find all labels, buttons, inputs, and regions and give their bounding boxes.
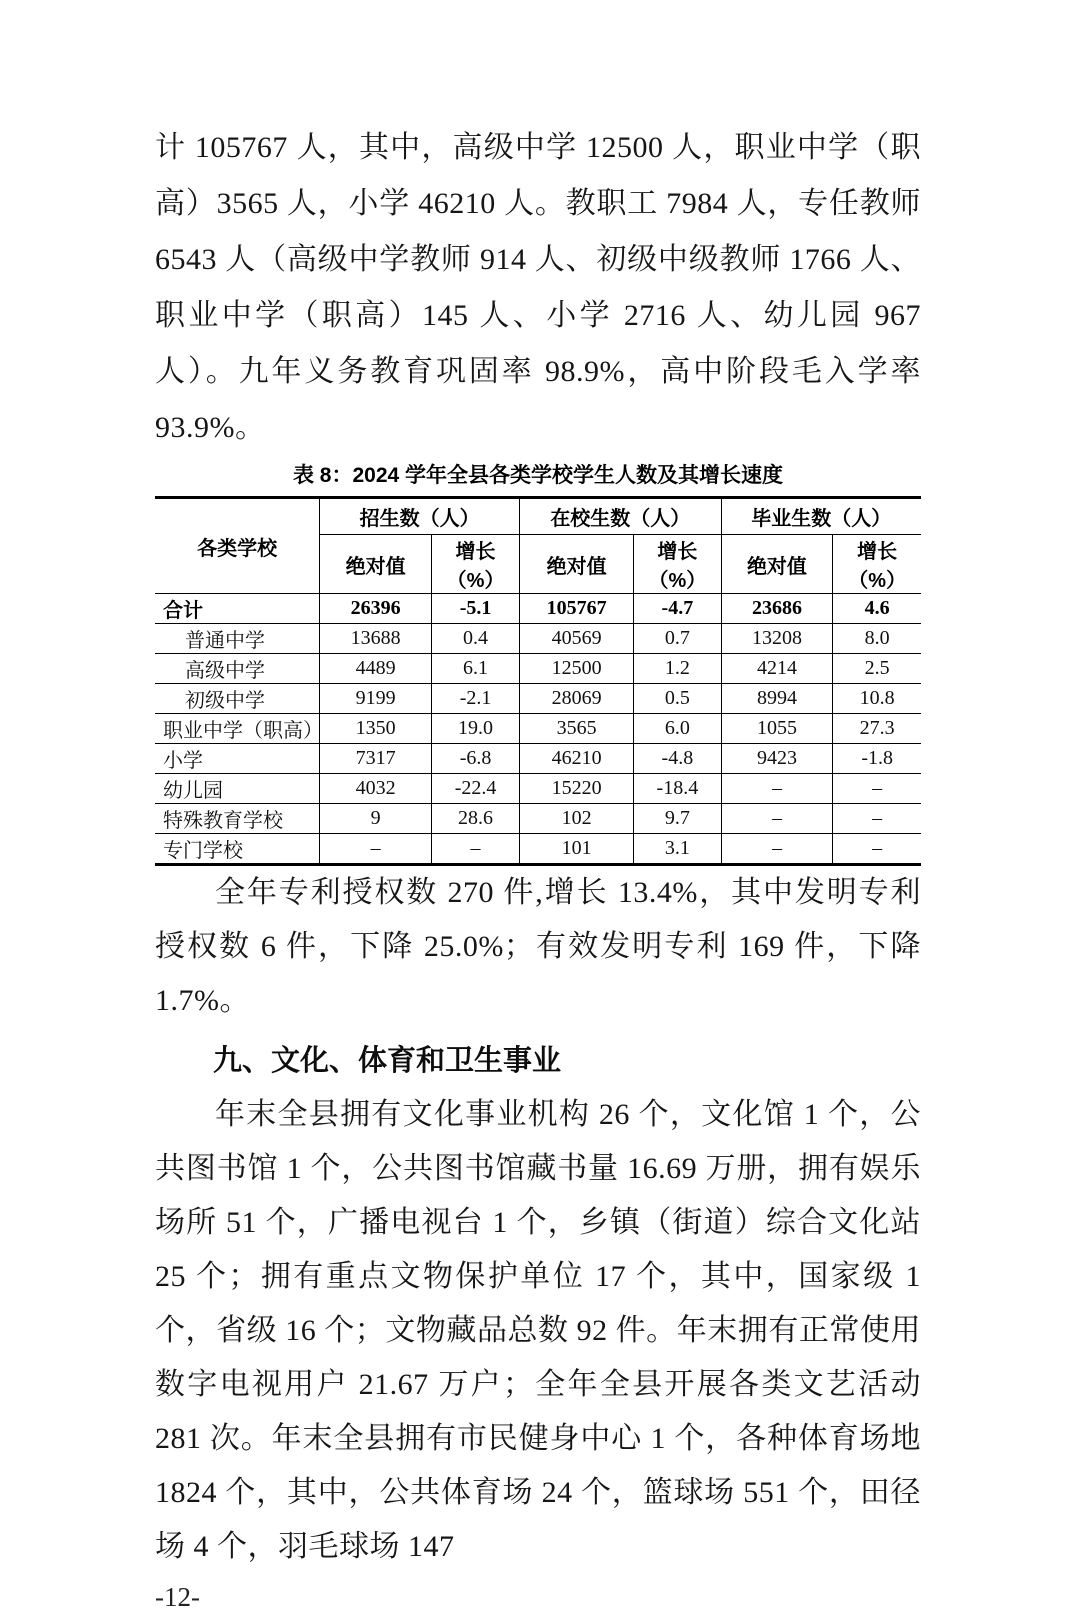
table-header xyxy=(155,498,921,594)
header-group-enrollment: 招生数（人） xyxy=(320,498,520,535)
row-label: 特殊教育学校 xyxy=(155,804,320,834)
cell-value: -6.8 xyxy=(432,744,520,774)
cell-value: 6.1 xyxy=(432,654,520,684)
table-row xyxy=(155,774,921,804)
cell-value: 10.8 xyxy=(833,684,921,714)
cell-value: 13688 xyxy=(320,624,432,654)
table-row xyxy=(155,684,921,714)
cell-value: 9 xyxy=(320,804,432,834)
cell-value: 4214 xyxy=(721,654,833,684)
page-content xyxy=(155,120,921,1613)
row-label: 职业中学（职高） xyxy=(155,714,320,744)
row-label: 高级中学 xyxy=(155,654,320,684)
cell-value: 28.6 xyxy=(432,804,520,834)
row-label: 小学 xyxy=(155,744,320,774)
cell-value: 3565 xyxy=(520,714,634,744)
cell-value: 9199 xyxy=(320,684,432,714)
cell-value: – xyxy=(721,804,833,834)
cell-value: -5.1 xyxy=(432,594,520,624)
header-school-type: 各类学校 xyxy=(155,498,320,594)
paragraph-education-stats: 计 105767 人，其中，高级中学 12500 人，职业中学（职高）3565 人，小学 46210 人。教职工 7984 人，专任教师 6543 人（高级中学教师 914 人、初级中级教师 1766 人、职业中学（职高）145 人、小学 2716 人、幼儿园 967 人）。九年义务教育巩固率 98.9%，高中阶段毛入学率 93.9%。 xyxy=(155,131,921,444)
school-statistics-table xyxy=(155,496,921,866)
cell-value: 7317 xyxy=(320,744,432,774)
page-number: -12- xyxy=(155,1582,200,1612)
row-label: 初级中学 xyxy=(155,684,320,714)
cell-value: 3.1 xyxy=(634,834,721,865)
cell-value: 102 xyxy=(520,804,634,834)
cell-value: – xyxy=(721,834,833,865)
header-growth-pct: 增长（%） xyxy=(833,535,921,594)
cell-value: – xyxy=(833,804,921,834)
header-growth-pct: 增长（%） xyxy=(634,535,721,594)
table-row xyxy=(155,654,921,684)
cell-value: 4489 xyxy=(320,654,432,684)
cell-value: – xyxy=(833,834,921,865)
table-caption: 表 8：2024 学年全县各类学校学生人数及其增长速度 xyxy=(292,464,784,487)
cell-value: 1350 xyxy=(320,714,432,744)
cell-value: 26396 xyxy=(320,594,432,624)
header-absolute-value: 绝对值 xyxy=(520,535,634,594)
header-group-students: 在校生数（人） xyxy=(520,498,721,535)
table-row xyxy=(155,744,921,774)
cell-value: 4.6 xyxy=(833,594,921,624)
header-absolute-value: 绝对值 xyxy=(721,535,833,594)
cell-value: -2.1 xyxy=(432,684,520,714)
cell-value: 1055 xyxy=(721,714,833,744)
row-label: 专门学校 xyxy=(155,834,320,865)
table-body xyxy=(155,594,921,865)
cell-value: 28069 xyxy=(520,684,634,714)
cell-value: 8.0 xyxy=(833,624,921,654)
cell-value: 15220 xyxy=(520,774,634,804)
cell-value: – xyxy=(833,774,921,804)
row-label: 合计 xyxy=(155,594,320,624)
cell-value: 101 xyxy=(520,834,634,865)
cell-value: – xyxy=(432,834,520,865)
paragraph-culture-sports: 年末全县拥有文化事业机构 26 个，文化馆 1 个，公共图书馆 1 个，公共图书馆藏书量 16.69 万册，拥有娱乐场所 51 个，广播电视台 1 个，乡镇（街道）综合文化站 25 个；拥有重点文物保护单位 17 个，其中，国家级 1 个，省级 16 个；文物藏品总数 92 件。年末拥有正常使用数字电视用户 21.67 万户；全年全县开展各类文艺活动 281 次。年末全县拥有市民健身中心 1 个，各种体育场地 1824 个，其中，公共体育场 24 个，篮球场 551 个，田径场 4 个，羽毛球场 147 xyxy=(155,1098,921,1563)
cell-value: 6.0 xyxy=(634,714,721,744)
table-row xyxy=(155,804,921,834)
cell-value: 0.7 xyxy=(634,624,721,654)
cell-value: -18.4 xyxy=(634,774,721,804)
row-label: 幼儿园 xyxy=(155,774,320,804)
section-heading: 九、文化、体育和卫生事业 xyxy=(213,1045,562,1077)
cell-value: 27.3 xyxy=(833,714,921,744)
cell-value: 4032 xyxy=(320,774,432,804)
cell-value: – xyxy=(721,774,833,804)
cell-value: 2.5 xyxy=(833,654,921,684)
cell-value: – xyxy=(320,834,432,865)
cell-value: 12500 xyxy=(520,654,634,684)
cell-value: 9423 xyxy=(721,744,833,774)
table-row xyxy=(155,714,921,744)
cell-value: -4.8 xyxy=(634,744,721,774)
cell-value: 8994 xyxy=(721,684,833,714)
table-row xyxy=(155,624,921,654)
cell-value: 1.2 xyxy=(634,654,721,684)
cell-value: 105767 xyxy=(520,594,634,624)
table-row xyxy=(155,594,921,624)
table-row xyxy=(155,834,921,865)
cell-value: -4.7 xyxy=(634,594,721,624)
table-header-group-row xyxy=(155,498,921,535)
header-group-graduates: 毕业生数（人） xyxy=(721,498,921,535)
cell-value: 23686 xyxy=(721,594,833,624)
cell-value: 0.5 xyxy=(634,684,721,714)
paragraph-patents: 全年专利授权数 270 件,增长 13.4%，其中发明专利授权数 6 件，下降 25.0%；有效发明专利 169 件，下降 1.7%。 xyxy=(155,876,921,1017)
cell-value: 13208 xyxy=(721,624,833,654)
cell-value: -22.4 xyxy=(432,774,520,804)
header-absolute-value: 绝对值 xyxy=(320,535,432,594)
row-label: 普通中学 xyxy=(155,624,320,654)
cell-value: 40569 xyxy=(520,624,634,654)
cell-value: 0.4 xyxy=(432,624,520,654)
cell-value: 46210 xyxy=(520,744,634,774)
cell-value: -1.8 xyxy=(833,744,921,774)
cell-value: 9.7 xyxy=(634,804,721,834)
header-growth-pct: 增长（%） xyxy=(432,535,520,594)
cell-value: 19.0 xyxy=(432,714,520,744)
